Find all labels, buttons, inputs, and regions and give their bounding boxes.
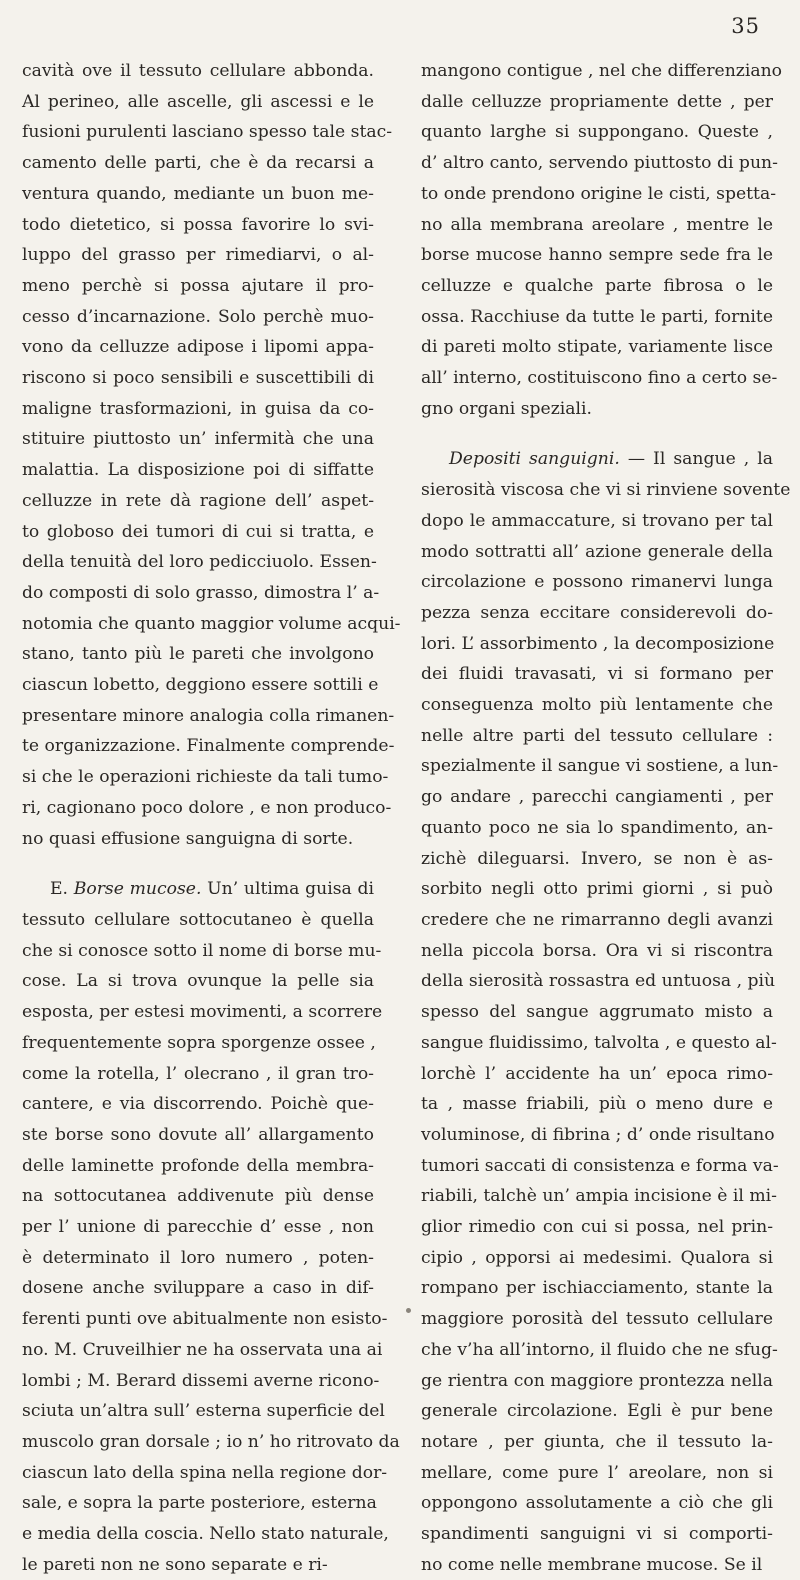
- text-line: voluminose, di fibrina ; d’ onde risultano: [421, 1124, 775, 1145]
- text-line: todo dietetico, si possa favorire lo svi-: [22, 214, 374, 235]
- text-line: glior rimedio con cui si possa, nel prin-: [421, 1217, 773, 1238]
- section-first-line-rest: Un’ ultima guisa di: [207, 879, 374, 900]
- text-line: muscolo gran dorsale ; io n’ ho ritrovato da: [22, 1431, 400, 1452]
- text-line: stituire piuttosto un’ infermità che una: [22, 429, 374, 450]
- section-heading: Depositi sanguigni.: [449, 449, 620, 470]
- text-line: sciuta un’altra sull’ esterna superficie del: [22, 1401, 385, 1422]
- text-line: mangono contigue , nel che differenziano: [421, 61, 783, 81]
- text-line: lorchè l’ accidente ha un’ epoca rimo-: [421, 1063, 773, 1084]
- text-line: le pareti non ne sono separate e ri-: [22, 1554, 328, 1575]
- text-line: Al perineo, alle ascelle, gli ascessi e le: [22, 91, 374, 112]
- text-line: quanto poco ne sia lo spandimento, an-: [421, 817, 773, 838]
- text-line: spezialmente il sangue vi sostiene, a lun-: [421, 756, 779, 777]
- text-line: conseguenza molto più lentamente che: [421, 695, 773, 716]
- text-line: che si conosce sotto il nome di borse mu-: [22, 940, 382, 961]
- text-line: delle laminette profonde della membra-: [22, 1155, 374, 1176]
- text-line: celluzze e qualche parte fibrosa o le: [421, 275, 773, 296]
- text-line: dalle celluzze propriamente dette , per: [421, 91, 773, 112]
- text-line: vono da celluzze adipose i lipomi appa-: [22, 337, 374, 358]
- text-line: maligne trasformazioni, in guisa da co-: [22, 398, 374, 419]
- text-line: zichè dileguarsi. Invero, se non è as-: [421, 848, 773, 869]
- text-line: circolazione e possono rimanervi lunga: [421, 572, 773, 593]
- section-heading: Borse mucose.: [73, 879, 202, 900]
- text-line: sangue fluidissimo, talvolta , e questo al-: [421, 1032, 777, 1053]
- text-line: dosene anche sviluppare a caso in dif-: [22, 1278, 374, 1299]
- paragraph-borse-continued: [421, 56, 783, 424]
- text-line: sorbito negli otto primi giorni , si può: [421, 879, 773, 900]
- paragraph-lipomi: [22, 56, 401, 854]
- text-line: generale circolazione. Egli è pur bene: [421, 1401, 773, 1422]
- text-line: meno perchè si possa ajutare il pro-: [22, 275, 374, 296]
- text-line: cose. La si trova ovunque la pelle sia: [22, 971, 374, 992]
- text-line: rompano per ischiacciamento, stante la: [421, 1278, 773, 1299]
- text-line: oppongono assolutamente a ciò che gli: [421, 1493, 773, 1514]
- text-line: esposta, per estesi movimenti, a scorrere: [22, 1002, 383, 1023]
- text-line: ciascun lobetto, deggiono essere sottili e: [22, 675, 379, 696]
- text-line: camento delle parti, che è da recarsi a: [22, 153, 374, 174]
- text-line: pezza senza eccitare considerevoli do-: [421, 602, 773, 623]
- text-line: lori. L’ assorbimento , la decomposizione: [421, 633, 775, 654]
- text-line: no quasi effusione sanguigna di sorte.: [22, 828, 354, 849]
- text-line: credere che ne rimarranno degli avanzi: [421, 909, 773, 930]
- text-line: è determinato il loro numero , poten-: [22, 1247, 374, 1268]
- text-line: cavità ove il tessuto cellulare abbonda.: [22, 61, 374, 81]
- text-line: per l’ unione di parecchie d’ esse , non: [22, 1217, 374, 1238]
- text-line: ste borse sono dovute all’ allargamento: [22, 1124, 374, 1145]
- text-line: maggiore porosità del tessuto cellulare: [421, 1309, 773, 1330]
- section-first-line: [421, 444, 773, 475]
- text-line: celluzze in rete dà ragione dell’ aspet-: [22, 490, 374, 511]
- text-line: luppo del grasso per rimediarvi, o al-: [22, 245, 374, 266]
- page-number: 35: [731, 14, 760, 38]
- section-first-line: [22, 874, 374, 905]
- text-line: mellare, come pure l’ areolare, non si: [421, 1462, 773, 1483]
- text-line: riabili, talchè un’ ampia incisione è il mi-: [421, 1186, 777, 1207]
- text-line: notomia che quanto maggior volume acqui-: [22, 613, 401, 634]
- text-line: cesso d’incarnazione. Solo perchè muo-: [22, 306, 374, 327]
- text-line: ossa. Racchiuse da tutte le parti, fornite: [421, 306, 773, 327]
- text-line: della tenuità del loro pedicciuolo. Essen-: [22, 552, 377, 573]
- text-line: come la rotella, l’ olecrano , il gran tro-: [22, 1063, 374, 1084]
- text-line: della sierosità rossastra ed untuosa , più: [421, 971, 776, 992]
- text-line: malattia. La disposizione poi di siffatte: [22, 460, 374, 481]
- text-line: lombi ; M. Berard dissemi averne ricono-: [22, 1370, 380, 1391]
- text-line: che v’ha all’intorno, il fluido che ne sfug-: [421, 1339, 778, 1360]
- text-line: spesso del sangue aggrumato misto a: [421, 1002, 773, 1023]
- text-line: si che le operazioni richieste da tali tumo-: [22, 767, 389, 788]
- text-line: fusioni purulenti lasciano spesso tale stac-: [22, 122, 393, 143]
- text-line: sale, e sopra la parte posteriore, esterna: [22, 1493, 377, 1514]
- text-line: dei fluidi travasati, vi si formano per: [421, 664, 773, 685]
- text-line: te organizzazione. Finalmente comprende-: [22, 736, 395, 757]
- ink-dot: [406, 1308, 411, 1313]
- text-line: sierosità viscosa che vi si rinviene sovente: [421, 480, 791, 501]
- text-line: riscono si poco sensibili e suscettibili di: [22, 368, 374, 389]
- text-line: go andare , parecchi cangiamenti , per: [421, 787, 773, 808]
- text-line: spandimenti sanguigni vi si comporti-: [421, 1524, 773, 1545]
- text-line: all’ interno, costituiscono fino a certo se-: [421, 368, 778, 389]
- text-line: no alla membrana areolare , mentre le: [421, 214, 773, 235]
- text-line: notare , per giunta, che il tessuto la-: [421, 1431, 773, 1452]
- text-line: nella piccola borsa. Ora vi si riscontra: [421, 940, 773, 961]
- text-line: to onde prendono origine le cisti, spetta-: [421, 183, 776, 204]
- text-line: ge rientra con maggiore prontezza nella: [421, 1370, 773, 1391]
- text-line: frequentemente sopra sporgenze ossee ,: [22, 1032, 376, 1053]
- section-borse-mucose: [22, 874, 400, 1580]
- text-line: cipio , opporsi ai medesimi. Qualora si: [421, 1247, 773, 1268]
- text-line: nelle altre parti del tessuto cellulare :: [421, 725, 773, 746]
- text-line: borse mucose hanno sempre sede fra le: [421, 245, 773, 266]
- text-line: presentare minore analogia colla rimanen-: [22, 705, 395, 726]
- section-first-line-rest: — Il sangue , la: [627, 449, 773, 470]
- text-line: ta , masse friabili, più o meno dure e: [421, 1094, 773, 1115]
- text-line: dopo le ammaccature, si trovano per tal: [421, 510, 773, 531]
- section-lead: E.: [50, 879, 69, 900]
- text-line: gno organi speziali.: [421, 398, 592, 419]
- text-line: do composti di solo grasso, dimostra l’ a-: [22, 582, 380, 603]
- left-column: [22, 56, 401, 1580]
- text-line: quanto larghe si suppongano. Queste ,: [421, 122, 773, 143]
- text-line: stano, tanto più le pareti che involgono: [22, 644, 374, 665]
- text-line: no come nelle membrane mucose. Se il: [421, 1554, 763, 1575]
- right-column: [421, 56, 791, 1580]
- text-line: d’ altro canto, servendo piuttosto di pun-: [421, 153, 778, 174]
- text-line: tumori saccati di consistenza e forma va-: [421, 1155, 779, 1176]
- text-line: to globoso dei tumori di cui si tratta, e: [22, 521, 374, 542]
- text-line: di pareti molto stipate, variamente lisce: [421, 337, 773, 358]
- text-line: ciascun lato della spina nella regione dor-: [22, 1462, 388, 1483]
- section-depositi-sanguigni: [421, 444, 791, 1580]
- text-line: ri, cagionano poco dolore , e non produco-: [22, 797, 392, 818]
- text-line: na sottocutanea addivenute più dense: [22, 1186, 374, 1207]
- text-line: e media della coscia. Nello stato naturale,: [22, 1524, 389, 1545]
- text-line: tessuto cellulare sottocutaneo è quella: [22, 909, 374, 930]
- text-line: ferenti punti ove abitualmente non esisto-: [22, 1309, 388, 1330]
- text-line: modo sottratti all’ azione generale della: [421, 541, 773, 562]
- text-line: cantere, e via discorrendo. Poichè que-: [22, 1094, 374, 1115]
- text-line: no. M. Cruveilhier ne ha osservata una ai: [22, 1339, 383, 1360]
- text-line: ventura quando, mediante un buon me-: [22, 183, 374, 204]
